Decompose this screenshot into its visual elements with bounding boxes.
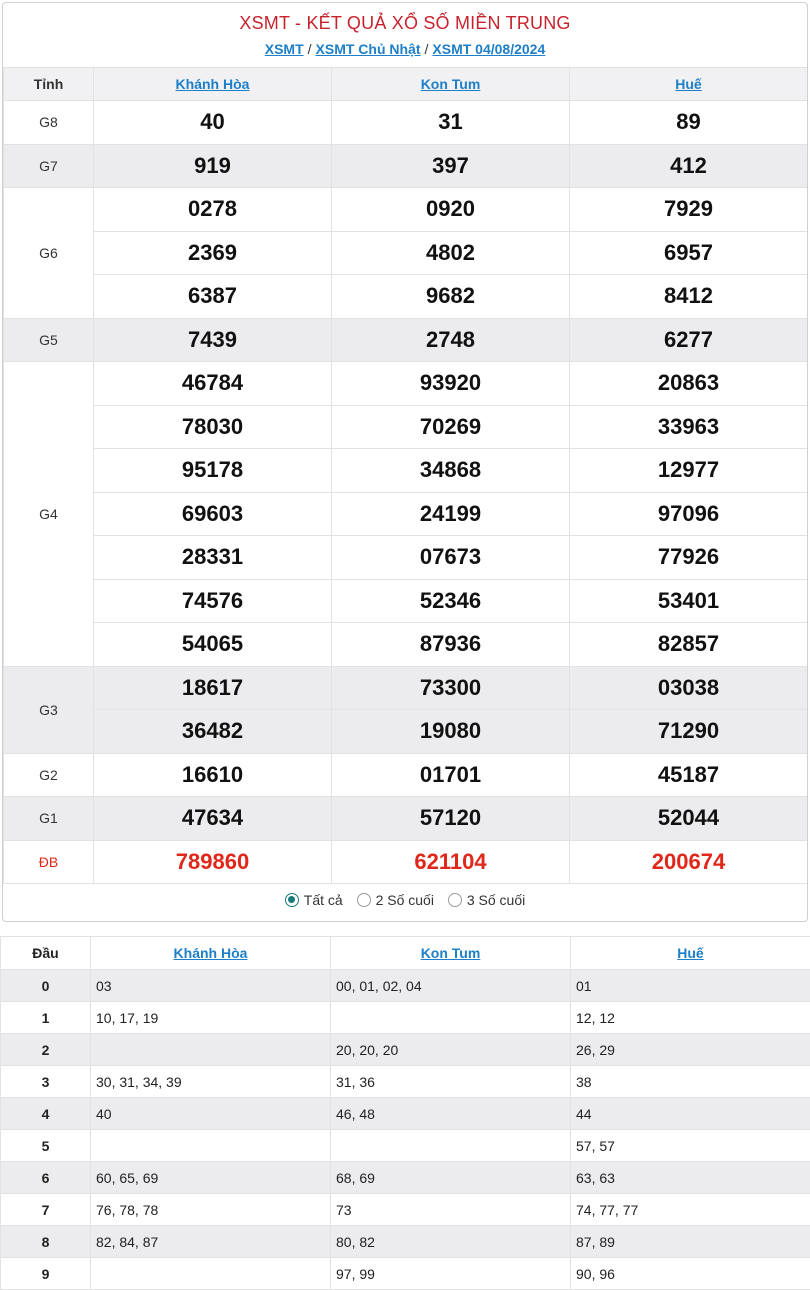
results-card [2, 2, 808, 922]
table-row [1, 1194, 810, 1226]
breadcrumb [3, 41, 807, 57]
dau-digit: 8 [1, 1226, 91, 1258]
prize-label: G4 [4, 362, 94, 667]
prize-row [4, 275, 808, 319]
radio-selected-icon[interactable] [285, 893, 299, 907]
prize-number: 97096 [570, 492, 808, 536]
prize-number: 0920 [332, 188, 570, 232]
loto-values: 12, 12 [571, 1002, 810, 1034]
prize-number: 73300 [332, 666, 570, 710]
dau-digit: 6 [1, 1162, 91, 1194]
dau-digit: 5 [1, 1130, 91, 1162]
prize-label: ĐB [4, 840, 94, 884]
loto-values: 38 [571, 1066, 810, 1098]
province-link[interactable]: Khánh Hòa [173, 945, 248, 961]
table-row [1, 1034, 810, 1066]
loto-values: 20, 20, 20 [331, 1034, 571, 1066]
prize-number: 46784 [94, 362, 332, 406]
loto-values [331, 1002, 571, 1034]
province-link[interactable]: Khánh Hòa [175, 76, 250, 92]
prize-label: G2 [4, 753, 94, 797]
breadcrumb-separator: / [307, 41, 312, 57]
dau-digit: 2 [1, 1034, 91, 1066]
prize-label: G3 [4, 666, 94, 753]
loto-values [91, 1034, 331, 1066]
column-header-province-name [331, 937, 571, 970]
prize-number: 82857 [570, 623, 808, 667]
table-row [1, 1258, 810, 1290]
loto-values: 97, 99 [331, 1258, 571, 1290]
prize-number: 18617 [94, 666, 332, 710]
prize-number: 36482 [94, 710, 332, 754]
prize-label: G1 [4, 797, 94, 841]
prize-number: 9682 [332, 275, 570, 319]
prize-number: 6957 [570, 231, 808, 275]
column-header-province-name [332, 68, 570, 101]
loto-values: 26, 29 [571, 1034, 810, 1066]
prize-number: 70269 [332, 405, 570, 449]
prize-number: 71290 [570, 710, 808, 754]
dau-digit: 0 [1, 970, 91, 1002]
prize-label: G7 [4, 144, 94, 188]
breadcrumb-xsmt[interactable]: XSMT [264, 41, 304, 57]
prize-row [4, 144, 808, 188]
prize-number: 33963 [570, 405, 808, 449]
dau-digit: 7 [1, 1194, 91, 1226]
breadcrumb-separator: / [424, 41, 429, 57]
table-row [1, 970, 810, 1002]
table-row [1, 1066, 810, 1098]
prize-number: 47634 [94, 797, 332, 841]
loto-values: 31, 36 [331, 1066, 571, 1098]
loto-values: 73 [331, 1194, 571, 1226]
prize-row [4, 188, 808, 232]
loto-values: 10, 17, 19 [91, 1002, 331, 1034]
prize-number: 53401 [570, 579, 808, 623]
prize-number: 52346 [332, 579, 570, 623]
loto-values: 57, 57 [571, 1130, 810, 1162]
prize-row [4, 797, 808, 841]
loto-values: 40 [91, 1098, 331, 1130]
column-header-province-name [571, 937, 810, 970]
loto-values: 80, 82 [331, 1226, 571, 1258]
prize-number: 19080 [332, 710, 570, 754]
prize-number: 20863 [570, 362, 808, 406]
table-row [1, 1130, 810, 1162]
prize-row [4, 492, 808, 536]
prize-number: 7929 [570, 188, 808, 232]
loto-values: 30, 31, 34, 39 [91, 1066, 331, 1098]
province-link[interactable]: Kon Tum [420, 76, 481, 92]
prize-label: G5 [4, 318, 94, 362]
prize-number: 16610 [94, 753, 332, 797]
loto-values [91, 1130, 331, 1162]
prize-row [4, 101, 808, 145]
prize-number: 31 [332, 101, 570, 145]
prize-number: 93920 [332, 362, 570, 406]
prize-row [4, 449, 808, 493]
prize-number: 57120 [332, 797, 570, 841]
loto-values [91, 1258, 331, 1290]
option-label: 3 Số cuối [466, 892, 526, 909]
option-2-digits[interactable] [357, 892, 434, 908]
prize-number: 6387 [94, 275, 332, 319]
column-header-province-name [94, 68, 332, 101]
display-options [3, 891, 807, 908]
prize-number: 397 [332, 144, 570, 188]
dau-digit: 4 [1, 1098, 91, 1130]
prize-number: 919 [94, 144, 332, 188]
prize-number: 95178 [94, 449, 332, 493]
option-label: 2 Số cuối [375, 892, 434, 909]
loto-values: 87, 89 [571, 1226, 810, 1258]
prize-number: 12977 [570, 449, 808, 493]
prize-number: 4802 [332, 231, 570, 275]
prize-number: 77926 [570, 536, 808, 580]
column-header-province-name [91, 937, 331, 970]
prize-row [4, 840, 808, 884]
prize-number: 8412 [570, 275, 808, 319]
loto-values: 68, 69 [331, 1162, 571, 1194]
column-header-province: Tỉnh [4, 68, 94, 101]
breadcrumb-xsmt-date[interactable]: XSMT 04/08/2024 [432, 41, 546, 57]
radio-empty-icon[interactable] [448, 893, 462, 907]
loto-table [0, 936, 810, 1290]
loto-values: 76, 78, 78 [91, 1194, 331, 1226]
dau-digit: 3 [1, 1066, 91, 1098]
prize-row [4, 579, 808, 623]
option-3-digits[interactable] [448, 892, 525, 908]
loto-values: 44 [571, 1098, 810, 1130]
prize-number: 24199 [332, 492, 570, 536]
prize-number: 07673 [332, 536, 570, 580]
loto-values: 63, 63 [571, 1162, 810, 1194]
prize-number: 6277 [570, 318, 808, 362]
page-title: XSMT - KẾT QUẢ XỔ SỐ MIỀN TRUNG [239, 13, 571, 33]
prize-row [4, 710, 808, 754]
prize-number: 74576 [94, 579, 332, 623]
prize-number: 52044 [570, 797, 808, 841]
prize-row [4, 666, 808, 710]
column-header-province-name [570, 68, 808, 101]
dau-digit: 9 [1, 1258, 91, 1290]
prize-label: G8 [4, 101, 94, 145]
prize-label: G6 [4, 188, 94, 319]
table-row [1, 1226, 810, 1258]
table-row [1, 1162, 810, 1194]
prize-number: 28331 [94, 536, 332, 580]
prize-number: 87936 [332, 623, 570, 667]
prize-number: 03038 [570, 666, 808, 710]
prize-number: 412 [570, 144, 808, 188]
prize-number: 2748 [332, 318, 570, 362]
special-prize-number: 789860 [94, 840, 332, 884]
breadcrumb-xsmt-sunday[interactable]: XSMT Chủ Nhật [315, 41, 421, 57]
loto-values: 60, 65, 69 [91, 1162, 331, 1194]
prize-number: 34868 [332, 449, 570, 493]
prize-number: 78030 [94, 405, 332, 449]
results-table [3, 67, 808, 884]
prize-number: 01701 [332, 753, 570, 797]
loto-values: 03 [91, 970, 331, 1002]
prize-row [4, 753, 808, 797]
prize-number: 2369 [94, 231, 332, 275]
loto-values: 82, 84, 87 [91, 1226, 331, 1258]
province-link[interactable]: Kon Tum [420, 945, 481, 961]
special-prize-number: 200674 [570, 840, 808, 884]
option-all[interactable] [285, 892, 343, 908]
province-link[interactable]: Huế [677, 945, 704, 961]
prize-row [4, 536, 808, 580]
special-prize-number: 621104 [332, 840, 570, 884]
prize-row [4, 362, 808, 406]
loto-values [331, 1130, 571, 1162]
loto-values: 01 [571, 970, 810, 1002]
prize-row [4, 318, 808, 362]
loto-values: 90, 96 [571, 1258, 810, 1290]
prize-number: 45187 [570, 753, 808, 797]
prize-number: 69603 [94, 492, 332, 536]
loto-values: 46, 48 [331, 1098, 571, 1130]
province-link[interactable]: Huế [675, 76, 702, 92]
column-header-dau: Đầu [1, 937, 91, 970]
loto-values: 74, 77, 77 [571, 1194, 810, 1226]
prize-row [4, 623, 808, 667]
prize-row [4, 231, 808, 275]
prize-number: 54065 [94, 623, 332, 667]
prize-number: 40 [94, 101, 332, 145]
dau-digit: 1 [1, 1002, 91, 1034]
table-row [1, 1098, 810, 1130]
option-label: Tất cả [303, 892, 343, 909]
table-row [1, 1002, 810, 1034]
radio-empty-icon[interactable] [357, 893, 371, 907]
prize-number: 7439 [94, 318, 332, 362]
prize-number: 89 [570, 101, 808, 145]
prize-row [4, 405, 808, 449]
prize-number: 0278 [94, 188, 332, 232]
loto-values: 00, 01, 02, 04 [331, 970, 571, 1002]
